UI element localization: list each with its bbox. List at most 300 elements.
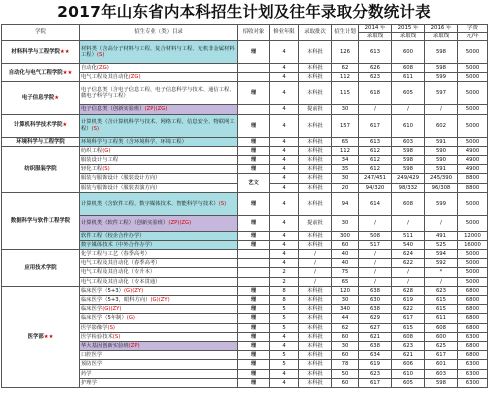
- major-tag: (S): [91, 125, 100, 132]
- level-cell: 本科批: [299, 341, 332, 350]
- duration-cell: 4: [270, 73, 299, 82]
- duration-cell: 4: [270, 332, 299, 341]
- subject-cell: [238, 277, 270, 286]
- level-cell: /: [299, 259, 332, 268]
- score-2016-cell: 625: [425, 341, 458, 350]
- header-row: [2, 25, 488, 33]
- college-name: 环境科学与工程学院: [16, 138, 65, 145]
- level-cell: 本科批: [299, 296, 332, 305]
- major-cell: [80, 146, 238, 155]
- score-2014-cell: 94/320: [359, 183, 392, 192]
- plan-cell: 112: [332, 73, 359, 82]
- tuition-cell: 8800: [458, 183, 488, 192]
- plan-cell: 44: [332, 314, 359, 323]
- duration-cell: 2: [270, 268, 299, 277]
- plan-cell: 35: [332, 165, 359, 174]
- plan-cell: 60: [332, 332, 359, 341]
- score-2015-cell: 615: [392, 323, 425, 332]
- header-duration: 修业年限: [270, 25, 299, 41]
- subject-cell: 理: [238, 240, 270, 249]
- score-2015-cell: 605: [392, 82, 425, 105]
- header-tuition: 学费: [458, 25, 488, 33]
- level-cell: 本科批: [299, 146, 332, 155]
- score-2016-cell: 491: [425, 231, 458, 240]
- score-2014-cell: 623: [359, 73, 392, 82]
- duration-cell: 4: [270, 369, 299, 378]
- score-2015-cell: 606: [392, 360, 425, 369]
- major-tag: (ZP)(ZG): [144, 106, 168, 113]
- major-cell: [80, 378, 238, 387]
- major-name: 电子信息类（创新实验班）: [81, 106, 145, 113]
- major-cell: [80, 268, 238, 277]
- score-2015-cell: /: [392, 105, 425, 114]
- level-cell: 本科批: [299, 165, 332, 174]
- duration-cell: 4: [270, 174, 299, 183]
- header-2015: 2015 年: [392, 25, 425, 33]
- subject-cell: 理: [238, 231, 270, 240]
- tuition-cell: 6800: [458, 305, 488, 314]
- score-2016-cell: 601: [425, 360, 458, 369]
- plan-cell: 60: [332, 240, 359, 249]
- college-cell: [2, 286, 80, 387]
- level-cell: 本科批: [299, 73, 332, 82]
- score-2016-cell: 600: [425, 332, 458, 341]
- plan-cell: 20: [332, 183, 359, 192]
- major-name: 临床医学（5年制）: [81, 315, 127, 322]
- duration-cell: 4: [270, 259, 299, 268]
- header-level: 录取批次: [299, 25, 332, 41]
- level-cell: 本科批: [299, 369, 332, 378]
- plan-cell: 65: [332, 137, 359, 146]
- major-tag: (G): [126, 315, 135, 322]
- header-tuition-unit: 元/年: [458, 33, 488, 41]
- level-cell: 本科批: [299, 378, 332, 387]
- score-2014-cell: 617: [359, 378, 392, 387]
- duration-cell: 4: [270, 231, 299, 240]
- score-2015-cell: 621: [392, 351, 425, 360]
- major-cell: [80, 332, 238, 341]
- duration-cell: 5: [270, 351, 299, 360]
- college-name: 电子信息学院: [21, 94, 55, 101]
- score-2015-cell: 622: [392, 259, 425, 268]
- subject-cell: [238, 105, 270, 114]
- score-2016-cell: 96/308: [425, 183, 458, 192]
- score-2014-cell: 618: [359, 82, 392, 105]
- level-cell: 本科批: [299, 323, 332, 332]
- level-cell: 本科批: [299, 41, 332, 64]
- duration-cell: 2: [270, 277, 299, 286]
- score-2014-cell: 621: [359, 332, 392, 341]
- score-2016-cell: 615: [425, 296, 458, 305]
- score-2014-cell: /: [359, 105, 392, 114]
- score-2015-cell: 600: [392, 41, 425, 64]
- level-cell: 本科批: [299, 360, 332, 369]
- college-name: 计算机科学技术学院: [13, 122, 63, 129]
- tuition-cell: 5000: [458, 250, 488, 259]
- major-name: 服装设计与工程: [81, 156, 119, 163]
- tuition-cell: 6800: [458, 323, 488, 332]
- major-tag: (ZG): [128, 74, 141, 81]
- college-name: 纺织服装学院: [24, 166, 57, 173]
- plan-cell: 62: [332, 323, 359, 332]
- level-cell: 本科批: [299, 286, 332, 295]
- score-2015-cell: 608: [392, 64, 425, 73]
- major-name: 计算机类（含软件工程、数字媒体技术、智能科学与技术）: [81, 200, 219, 207]
- duration-cell: 4: [270, 240, 299, 249]
- header-subject: 招收对象: [238, 25, 270, 41]
- tuition-cell: 5000: [458, 73, 488, 82]
- duration-cell: 5: [270, 323, 299, 332]
- subject-cell: 理: [238, 41, 270, 64]
- major-cell: [80, 277, 238, 286]
- header-line-2014: 录取线: [359, 33, 392, 41]
- college-cell: [2, 250, 80, 287]
- major-name: 预防医学: [81, 361, 103, 368]
- score-2015-cell: 624: [392, 250, 425, 259]
- college-stars: ★★: [59, 48, 70, 55]
- major-cell: [80, 41, 238, 64]
- plan-cell: 126: [332, 41, 359, 64]
- plan-cell: 62: [332, 64, 359, 73]
- score-2014-cell: /: [359, 259, 392, 268]
- major-name: 电气工程及其自动化（专本贯通）: [81, 278, 161, 285]
- score-2014-cell: 612: [359, 146, 392, 155]
- college-name: 材料科学与工程学院: [11, 48, 60, 55]
- major-cell: [80, 369, 238, 378]
- major-tag: (G)(ZY): [102, 306, 122, 313]
- plan-cell: 30: [332, 296, 359, 305]
- score-2016-cell: 597: [425, 82, 458, 105]
- major-tag: (ZP)(ZG): [168, 220, 192, 227]
- score-2015-cell: 598: [392, 165, 425, 174]
- score-2016-cell: 590: [425, 146, 458, 155]
- score-2014-cell: 247/451: [359, 174, 392, 183]
- level-cell: 本科批: [299, 183, 332, 192]
- duration-cell: 4: [270, 82, 299, 105]
- plan-cell: 94: [332, 192, 359, 215]
- score-2014-cell: 619: [359, 360, 392, 369]
- score-2015-cell: 605: [392, 378, 425, 387]
- major-cell: [80, 351, 238, 360]
- duration-cell: 4: [270, 41, 299, 64]
- level-cell: 本科批: [299, 351, 332, 360]
- tuition-cell: 6300: [458, 369, 488, 378]
- score-2014-cell: 627: [359, 323, 392, 332]
- tuition-cell: 6800: [458, 286, 488, 295]
- major-cell: [80, 323, 238, 332]
- tuition-cell: 5000: [458, 105, 488, 114]
- score-2015-cell: 249/429: [392, 174, 425, 183]
- major-tag: (ZP): [128, 342, 140, 349]
- duration-cell: 4: [270, 183, 299, 192]
- level-cell: 本科批: [299, 174, 332, 183]
- score-2015-cell: 628: [392, 286, 425, 295]
- major-cell: [80, 240, 238, 249]
- major-tag: (S): [112, 333, 121, 340]
- score-2014-cell: 612: [359, 165, 392, 174]
- major-name: 计算机类（软件工程）（创新实验班）: [81, 220, 169, 227]
- major-tag: (ZG): [96, 65, 109, 72]
- score-2015-cell: 598: [392, 146, 425, 155]
- score-2014-cell: 629: [359, 314, 392, 323]
- header-2016: 2016 年: [425, 25, 458, 33]
- college-stars: ★: [62, 122, 68, 129]
- header-college: 学院: [2, 25, 80, 41]
- major-tag: (G)(ZY): [123, 287, 144, 294]
- subject-cell: 理: [238, 146, 270, 155]
- major-name: 环境科学与工程类（含环境科学、环境工程）: [81, 138, 187, 145]
- tuition-cell: 5000: [458, 259, 488, 268]
- score-2014-cell: /: [359, 277, 392, 286]
- score-2014-cell: 623: [359, 369, 392, 378]
- tuition-cell: 5000: [458, 215, 488, 231]
- score-2014-cell: 613: [359, 137, 392, 146]
- score-2014-cell: 638: [359, 341, 392, 350]
- subject-cell: 理: [238, 323, 270, 332]
- score-2014-cell: 613: [359, 41, 392, 64]
- score-2016-cell: /: [425, 215, 458, 231]
- major-cell: [80, 73, 238, 82]
- plan-cell: 60: [332, 378, 359, 387]
- admission-table: [1, 24, 488, 388]
- score-2016-cell: 598: [425, 378, 458, 387]
- major-name: 材料类（含高分子材料与工程、复合材料与工程、无机非金属材料工程）: [81, 45, 235, 58]
- score-2015-cell: 619: [392, 296, 425, 305]
- score-2015-cell: 623: [392, 341, 425, 350]
- level-cell: /: [299, 268, 332, 277]
- score-2014-cell: 638: [359, 305, 392, 314]
- major-cell: [80, 174, 238, 183]
- major-name: 计算机类（含计算机科学与技术、网络工程、信息安全、物联网工程）: [81, 119, 235, 132]
- plan-cell: 120: [332, 286, 359, 295]
- table-body: [2, 41, 488, 388]
- tuition-cell: 5000: [458, 137, 488, 146]
- score-2015-cell: 608: [392, 332, 425, 341]
- plan-cell: 340: [332, 305, 359, 314]
- score-2015-cell: /: [392, 268, 425, 277]
- major-name: 医学影像学: [81, 324, 108, 331]
- page-title: 2017年山东省内本科招生计划及往年录取分数统计表: [57, 3, 431, 21]
- major-name: 口腔医学: [81, 352, 103, 359]
- table-row: [2, 41, 488, 64]
- tuition-cell: 6800: [458, 314, 488, 323]
- major-name: 电气工程及其自动化（专升本）: [81, 269, 156, 276]
- duration-cell: 4: [270, 146, 299, 155]
- plan-cell: 40: [332, 250, 359, 259]
- score-2015-cell: 611: [392, 73, 425, 82]
- college-name: 医学部: [27, 333, 44, 340]
- score-2016-cell: *: [425, 268, 458, 277]
- score-2016-cell: 592: [425, 259, 458, 268]
- tuition-cell: 6800: [458, 341, 488, 350]
- major-cell: [80, 64, 238, 73]
- table-row: [2, 82, 488, 105]
- major-cell: [80, 360, 238, 369]
- score-2016-cell: 591: [425, 165, 458, 174]
- subject-cell: 理: [238, 82, 270, 105]
- score-2016-cell: 623: [425, 286, 458, 295]
- subject-cell: 理: [238, 378, 270, 387]
- tuition-cell: 4900: [458, 146, 488, 155]
- tuition-cell: 5000: [458, 82, 488, 105]
- duration-cell: 8: [270, 296, 299, 305]
- major-tag: (G)(ZY): [150, 297, 170, 304]
- subject-cell: 理: [238, 314, 270, 323]
- plan-cell: 157: [332, 114, 359, 137]
- level-cell: 提前批: [299, 105, 332, 114]
- major-cell: [80, 250, 238, 259]
- score-2015-cell: 610: [392, 369, 425, 378]
- score-2016-cell: 602: [425, 114, 458, 137]
- major-name: 自动化: [81, 65, 97, 72]
- major-cell: [80, 341, 238, 350]
- plan-cell: 65: [332, 277, 359, 286]
- score-2015-cell: /: [392, 277, 425, 286]
- header-plan: 招生计划: [332, 25, 359, 41]
- major-cell: [80, 305, 238, 314]
- plan-cell: 30: [332, 341, 359, 350]
- score-2016-cell: 590: [425, 155, 458, 164]
- plan-cell: 30: [332, 215, 359, 231]
- college-name: 应用技术学院: [24, 264, 57, 271]
- major-cell: [80, 215, 238, 231]
- duration-cell: 4: [270, 165, 299, 174]
- header-line-2016: 录取线: [425, 33, 458, 41]
- duration-cell: 4: [270, 64, 299, 73]
- table-row: [2, 146, 488, 155]
- subject-cell: 理: [238, 192, 270, 215]
- subject-cell: 理: [238, 351, 270, 360]
- subject-cell: 理: [238, 305, 270, 314]
- major-name: 医学检验技术: [81, 333, 113, 340]
- tuition-cell: 5000: [458, 277, 488, 286]
- duration-cell: 4: [270, 378, 299, 387]
- score-2015-cell: 598: [392, 155, 425, 164]
- major-name: 软件工程（校企合作办学）: [81, 232, 145, 239]
- score-2016-cell: /: [425, 277, 458, 286]
- duration-cell: 4: [270, 105, 299, 114]
- major-cell: [80, 155, 238, 164]
- score-2014-cell: /: [359, 268, 392, 277]
- plan-cell: 60: [332, 351, 359, 360]
- duration-cell: 4: [270, 215, 299, 231]
- level-cell: 本科批: [299, 137, 332, 146]
- major-cell: [80, 82, 238, 105]
- subject-cell: [238, 64, 270, 73]
- level-cell: 本科批: [299, 114, 332, 137]
- level-cell: 本科批: [299, 64, 332, 73]
- score-2015-cell: 610: [392, 114, 425, 137]
- score-2016-cell: 615: [425, 305, 458, 314]
- score-2016-cell: 245/390: [425, 174, 458, 183]
- score-2014-cell: 614: [359, 192, 392, 215]
- score-2014-cell: 617: [359, 114, 392, 137]
- college-stars: ★★: [62, 69, 73, 76]
- table-row: [2, 250, 488, 259]
- score-2016-cell: 611: [425, 314, 458, 323]
- duration-cell: 4: [270, 341, 299, 350]
- tuition-cell: 5000: [458, 192, 488, 215]
- score-2014-cell: /: [359, 250, 392, 259]
- score-2014-cell: 630: [359, 296, 392, 305]
- tuition-cell: 12000: [458, 231, 488, 240]
- major-tag: (S): [218, 200, 227, 207]
- header-line-2015: 录取线: [392, 33, 425, 41]
- score-2016-cell: 608: [425, 323, 458, 332]
- major-cell: [80, 105, 238, 114]
- tuition-cell: 6800: [458, 296, 488, 305]
- level-cell: 本科批: [299, 231, 332, 240]
- plan-cell: 78: [332, 360, 359, 369]
- score-2014-cell: 634: [359, 351, 392, 360]
- score-2014-cell: /: [359, 215, 392, 231]
- score-2016-cell: 599: [425, 192, 458, 215]
- score-2015-cell: 603: [392, 137, 425, 146]
- table-row: [2, 137, 488, 146]
- plan-cell: 75: [332, 268, 359, 277]
- table-row: [2, 192, 488, 215]
- score-2016-cell: 599: [425, 73, 458, 82]
- level-cell: 本科批: [299, 155, 332, 164]
- tuition-cell: 6300: [458, 378, 488, 387]
- major-name: 数字媒体技术（中外合作办学）: [81, 241, 156, 248]
- subject-cell: 理: [238, 286, 270, 295]
- level-cell: 本科批: [299, 305, 332, 314]
- plan-cell: 40: [332, 259, 359, 268]
- college-name: 自动化与电气工程学院: [8, 69, 63, 76]
- tuition-cell: 5000: [458, 64, 488, 73]
- major-name: 电子信息类（含电子信息工程、电子信息科学与技术、通信工程、微电子科学与工程）: [81, 87, 235, 100]
- major-cell: [80, 259, 238, 268]
- tuition-cell: 4900: [458, 165, 488, 174]
- major-name: 轻化工程: [81, 166, 103, 173]
- duration-cell: 5: [270, 360, 299, 369]
- college-cell: [2, 82, 80, 114]
- duration-cell: 4: [270, 192, 299, 215]
- college-name: 数据科学与软件工程学院: [10, 217, 71, 224]
- major-name: 电气工程及其自动化（春季高考）: [81, 260, 161, 267]
- subject-cell: 理: [238, 155, 270, 164]
- major-cell: [80, 137, 238, 146]
- plan-cell: 30: [332, 174, 359, 183]
- header-2014: 2014 年: [359, 25, 392, 33]
- major-name: 电气工程及其自动化: [81, 74, 129, 81]
- duration-cell: 4: [270, 250, 299, 259]
- score-2014-cell: 508: [359, 231, 392, 240]
- tuition-cell: 8800: [458, 174, 488, 183]
- college-cell: [2, 64, 80, 82]
- score-2016-cell: 591: [425, 137, 458, 146]
- plan-cell: 112: [332, 146, 359, 155]
- tuition-cell: 5000: [458, 268, 488, 277]
- major-name: 临床医学（5+3）: [81, 287, 124, 294]
- tuition-cell: 4900: [458, 155, 488, 164]
- college-cell: [2, 137, 80, 146]
- major-name: 临床医学: [81, 306, 103, 313]
- major-name: 临床医学（5+3，眼科方向）: [81, 297, 151, 304]
- subject-cell: 理: [238, 360, 270, 369]
- plan-cell: 34: [332, 155, 359, 164]
- level-cell: 本科批: [299, 314, 332, 323]
- score-2016-cell: 617: [425, 351, 458, 360]
- duration-cell: 5: [270, 305, 299, 314]
- tuition-cell: 16000: [458, 240, 488, 249]
- subject-cell: 理: [238, 165, 270, 174]
- college-cell: [2, 41, 80, 64]
- level-cell: 提前批: [299, 215, 332, 231]
- major-cell: [80, 231, 238, 240]
- plan-cell: 30: [332, 105, 359, 114]
